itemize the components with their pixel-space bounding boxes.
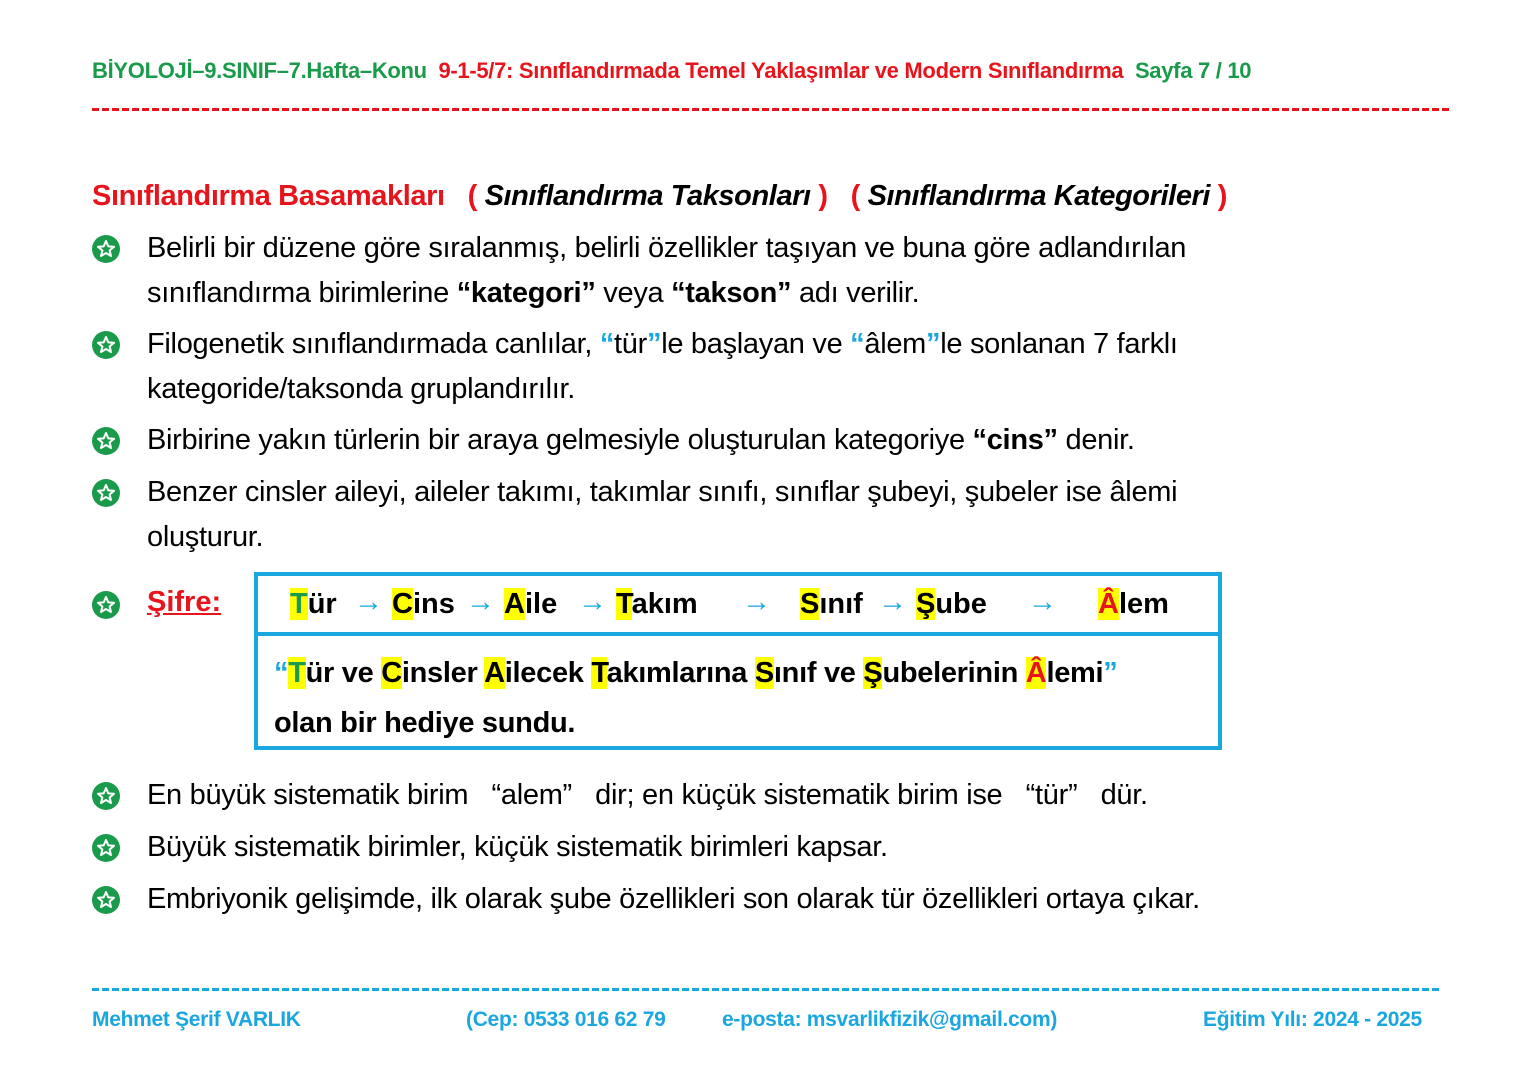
section-title-alt2: Sınıflandırma Kategorileri bbox=[867, 180, 1211, 212]
section-title-alt1: Sınıflandırma Taksonları bbox=[484, 180, 811, 212]
chain-tur: Tür bbox=[290, 588, 337, 620]
term-takson: “takson” bbox=[671, 277, 792, 309]
section-title-main: Sınıflandırma Basamakları bbox=[92, 180, 445, 212]
bullet-text: oluşturur. bbox=[147, 521, 264, 553]
bullet-text: Benzer cinsler aileyi, aileler takımı, takımlar sınıfı, sınıflar şubeyi, şubeler ise âlemi bbox=[147, 476, 1178, 508]
page-header bbox=[92, 58, 1452, 84]
star-circle-icon bbox=[92, 591, 120, 619]
arrow-right-icon: → bbox=[578, 586, 607, 618]
term-alem: âlem bbox=[864, 328, 927, 360]
chain-sinif: Sınıf bbox=[800, 588, 863, 620]
star-circle-icon bbox=[92, 235, 120, 263]
term-cins: “cins” bbox=[972, 424, 1058, 456]
bullet-text: Büyük sistematik birimler, küçük sistematik birimleri kapsar. bbox=[147, 831, 888, 863]
bullet-text: En büyük sistematik birim “alem” dir; en küçük sistematik birim ise “tür” dür. bbox=[147, 779, 1148, 811]
bullet-text: sınıflandırma birimlerine “kategori” veya “takson” adı verilir. bbox=[147, 277, 920, 309]
mnemonic-box bbox=[254, 572, 1222, 750]
star-circle-icon bbox=[92, 834, 120, 862]
bullet-text: Birbirine yakın türlerin bir araya gelmesiyle oluşturulan kategoriye “cins” denir. bbox=[147, 424, 1135, 456]
star-circle-icon bbox=[92, 427, 120, 455]
star-circle-icon bbox=[92, 331, 120, 359]
paren-close: ) bbox=[818, 180, 828, 212]
bullet-text: Belirli bir düzene göre sıralanmış, belirli özellikler taşıyan ve buna göre adlandırılan bbox=[147, 232, 1187, 264]
star-circle-icon bbox=[92, 886, 120, 914]
header-subject: BİYOLOJİ–9.SINIF–7.Hafta–Konu bbox=[92, 58, 427, 83]
arrow-right-icon: → bbox=[354, 586, 383, 618]
arrow-right-icon: → bbox=[878, 586, 907, 618]
arrow-right-icon: → bbox=[742, 586, 771, 618]
header-page-number: Sayfa 7 / 10 bbox=[1134, 58, 1252, 83]
chain-takim: Takım bbox=[616, 588, 698, 620]
footer-email: e-posta: msvarlikfizik@gmail.com) bbox=[722, 1008, 1058, 1031]
mnemonic-sentence: “Tür ve Cinsler Ailecek Takımlarına Sınıf ve Şubelerinin Âlemi” olan bir hediye sundu. bbox=[274, 657, 1118, 739]
footer-year: Eğitim Yılı: 2024 - 2025 bbox=[1203, 1008, 1422, 1031]
footer-author: Mehmet Şerif VARLIK bbox=[92, 1008, 301, 1031]
section-title bbox=[92, 180, 1227, 213]
taxonomy-chain bbox=[258, 576, 1218, 636]
term-kategori: “kategori” bbox=[456, 277, 596, 309]
bullet-text: Embriyonik gelişimde, ilk olarak şube özellikleri son olarak tür özellikleri ortaya çıkar. bbox=[147, 883, 1200, 915]
footer-divider bbox=[92, 988, 1442, 991]
star-circle-icon bbox=[92, 782, 120, 810]
chain-aile: Aile bbox=[504, 588, 558, 620]
paren-open: ( bbox=[850, 180, 860, 212]
paren-open: ( bbox=[467, 180, 477, 212]
header-topic: 9-1-5/7: Sınıflandırmada Temel Yaklaşımlar ve Modern Sınıflandırma bbox=[438, 58, 1124, 83]
chain-cins: Cins bbox=[392, 588, 455, 620]
header-divider bbox=[92, 108, 1452, 111]
paren-close: ) bbox=[1217, 180, 1228, 212]
bullet-text: kategoride/taksonda gruplandırılır. bbox=[147, 373, 575, 405]
chain-sube: Şube bbox=[916, 588, 987, 620]
chain-alem: Âlem bbox=[1098, 588, 1169, 620]
sifre-label: Şifre: bbox=[147, 586, 222, 618]
footer-phone: (Cep: 0533 016 62 79 bbox=[466, 1008, 666, 1031]
arrow-right-icon: → bbox=[1028, 586, 1057, 618]
arrow-right-icon: → bbox=[466, 586, 495, 618]
term-tur: tür bbox=[614, 328, 647, 360]
star-circle-icon bbox=[92, 479, 120, 507]
bullet-text: Filogenetik sınıflandırmada canlılar, “tür”le başlayan ve “âlem”le sonlanan 7 farklı bbox=[147, 328, 1178, 360]
